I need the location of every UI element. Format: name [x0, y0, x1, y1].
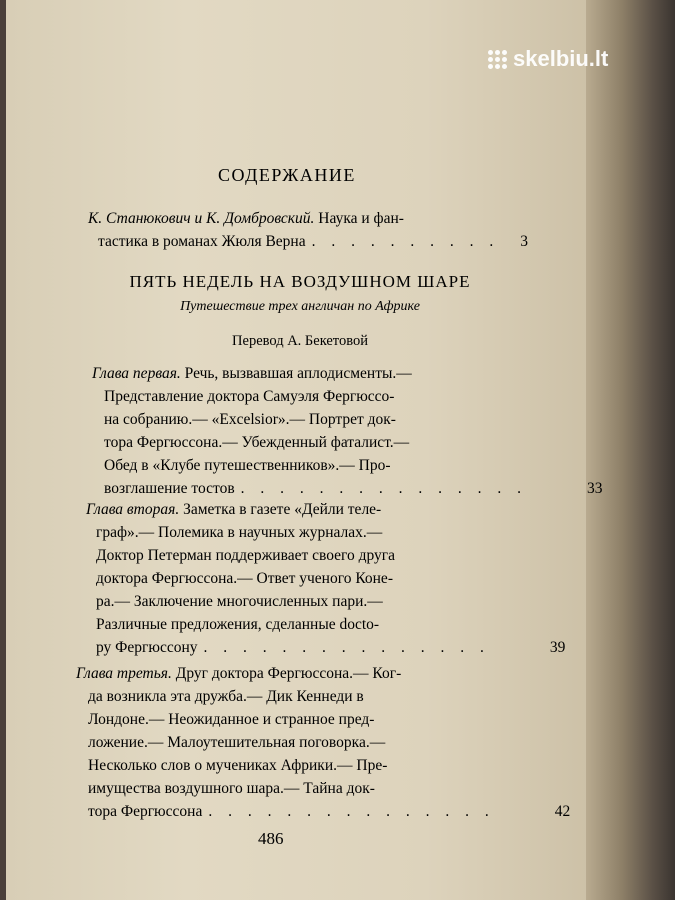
chapter-text-line: ра.— Заключение многочисленных пари.—	[96, 593, 383, 610]
chapter-text-line: граф».— Полемика в научных журналах.—	[96, 524, 383, 541]
book-spine	[586, 0, 675, 900]
chapter-entry-1	[92, 362, 603, 500]
chapter-text-line: тора Фергюссона.— Убежденный фаталист.—	[104, 434, 410, 451]
chapter-label: Глава первая.	[92, 365, 181, 382]
chapter-text-line: Речь, вызвавшая аплодисменты.—	[184, 365, 412, 382]
watermark-text: skelbiu.lt	[513, 46, 609, 71]
chapter-text-line: Доктор Петерман поддерживает своего друга	[96, 547, 396, 564]
intro-page-number: 3	[520, 233, 528, 250]
leader-dots: . . . . . . . . . . . . . . .	[240, 480, 528, 497]
chapter-page-number: 39	[549, 639, 566, 656]
intro-entry	[88, 207, 528, 253]
chapter-label: Глава третья.	[76, 665, 172, 682]
chapter-text-line: Несколько слов о мучениках Африки.— Пре-	[88, 757, 388, 774]
chapter-label: Глава вторая.	[86, 501, 180, 518]
book-title: ПЯТЬ НЕДЕЛЬ НА ВОЗДУШНОМ ШАРЕ	[129, 272, 471, 291]
chapter-text-line: Различные предложения, сделанные docto-	[96, 616, 380, 633]
intro-title-part2: тастика в романах Жюля Верна	[98, 233, 306, 250]
book-title-block	[100, 270, 500, 353]
leader-dots: . . . . . . . . . . . . . . .	[208, 803, 495, 820]
page-folio: 486	[258, 829, 284, 848]
chapter-text-line: имущества воздушного шара.— Тайна док-	[88, 780, 375, 797]
chapter-text-line: ложение.— Малоутешительная поговорка.—	[88, 734, 386, 751]
chapter-text-line: возглашение тостов	[104, 480, 235, 497]
chapter-page-number: 33	[587, 480, 603, 497]
chapter-text-line: тора Фергюссона	[88, 803, 203, 820]
intro-authors: К. Станюкович и К. Домбровский.	[88, 210, 315, 227]
leader-dots: . . . . . . . . . .	[311, 233, 500, 250]
chapter-text-line: Обед в «Клубе путешественников».— Про-	[104, 457, 391, 474]
chapter-entry-2	[86, 498, 566, 659]
chapter-text-line: Заметка в газете «Дейли теле-	[183, 501, 382, 518]
chapter-text-line: Представление доктора Самуэля Фергюссо-	[104, 388, 395, 405]
book-subtitle: Путешествие трех англичан по Африке	[180, 299, 420, 314]
book-translator: Перевод А. Бекетовой	[232, 333, 368, 349]
chapter-text-line: на собранию.— «Excelsior».— Портрет док-	[104, 411, 396, 428]
chapter-text-line: ру Фергюссону	[96, 639, 198, 656]
chapter-text-line: да возникла эта дружба.— Дик Кеннеди в	[88, 688, 364, 705]
watermark-dots-icon	[488, 50, 507, 69]
contents-heading: СОДЕРЖАНИЕ	[218, 165, 356, 185]
chapter-text-line: доктора Фергюссона.— Ответ ученого Коне-	[96, 570, 393, 587]
intro-title-part1: Наука и фан-	[318, 210, 404, 227]
chapter-page-number: 42	[554, 803, 571, 820]
watermark	[488, 46, 608, 72]
chapter-text-line: Друг доктора Фергюссона.— Ког-	[175, 665, 402, 682]
leader-dots: . . . . . . . . . . . . . . .	[203, 639, 490, 656]
chapter-text-line: Лондоне.— Неожиданное и странное пред-	[88, 711, 375, 728]
chapter-entry-3	[76, 662, 571, 823]
